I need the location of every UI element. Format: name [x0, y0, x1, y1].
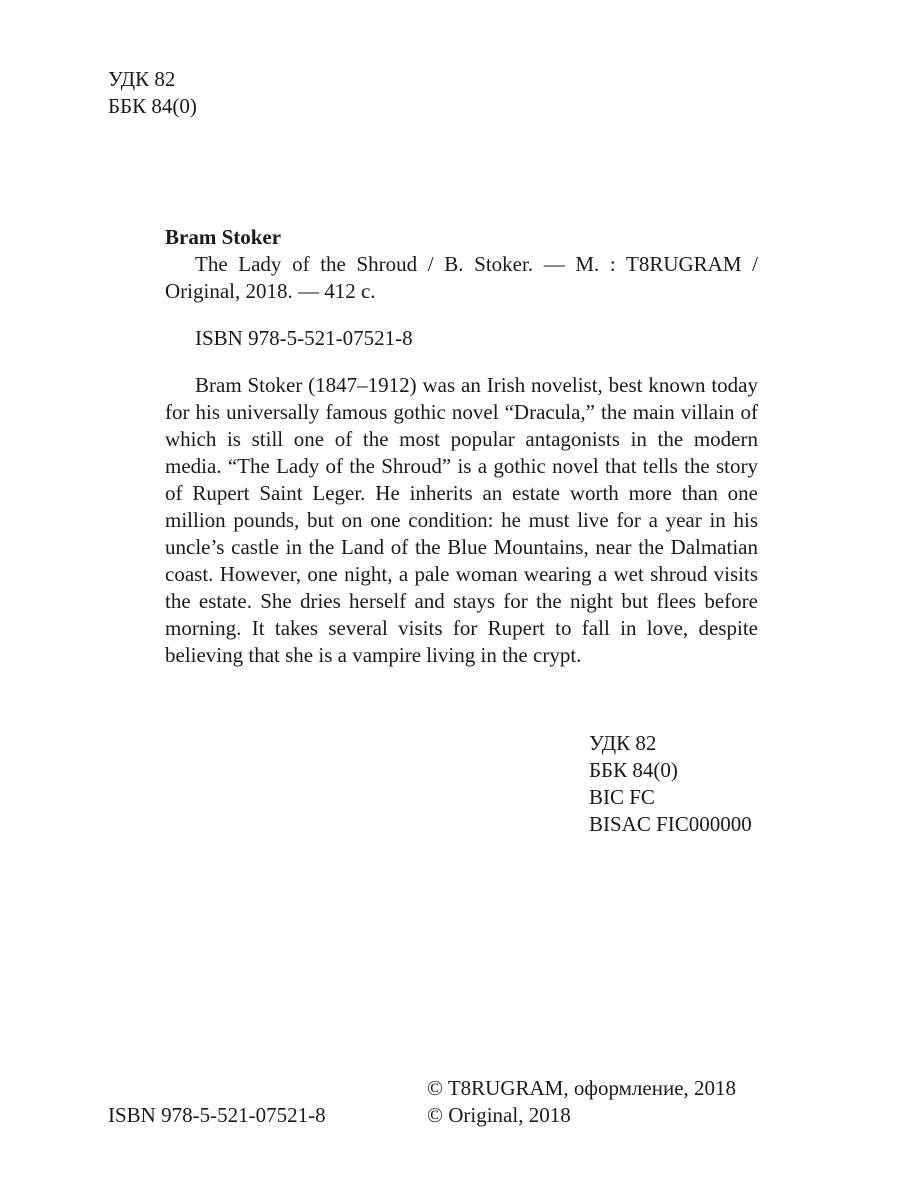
- bic-code: BIC FC: [589, 785, 655, 809]
- author-name: Bram Stoker: [165, 225, 282, 249]
- book-annotation: Bram Stoker (1847–1912) was an Irish novelist, best known today for his universally famous gothic novel “Dracula,” the main villain of which is still one of the most popular antagonists in the modern media. “The Lady of the Shroud” is a gothic novel that tells the story of Rupert Saint Leger. He inherits an estate worth more than one million pounds, but on one condition: he must live for a year in his uncle’s castle in the Land of the Blue Mountains, near the Dalmatian coast. However, one night, a pale woman wearing a wet shroud visits the estate. She dries herself and stays for the night but flees before morning. It takes several visits for Rupert to fall in love, despite believing that she is a vampire living in the crypt.: [165, 373, 758, 667]
- copyright-design: © T8RUGRAM, оформление, 2018: [427, 1076, 737, 1100]
- catalog-record: [165, 224, 758, 669]
- isbn-number: ISBN 978-5-521-07521-8: [108, 1103, 326, 1127]
- bbk-code-secondary: ББК 84(0): [589, 758, 678, 782]
- record-isbn: ISBN 978-5-521-07521-8: [195, 326, 413, 350]
- top-classification-codes: [108, 66, 197, 120]
- copyright-notices: [427, 1075, 736, 1129]
- classification-codes: [589, 730, 752, 838]
- bbk-code: ББК 84(0): [108, 94, 197, 118]
- copyright-original: © Original, 2018: [427, 1103, 571, 1127]
- bibliographic-description: The Lady of the Shroud / B. Stoker. — M. : T8RUGRAM / Original, 2018. — 412 c.: [165, 252, 758, 303]
- udk-code: УДК 82: [108, 67, 176, 91]
- bisac-code: BISAC FIC000000: [589, 812, 752, 836]
- udk-code-secondary: УДК 82: [589, 731, 657, 755]
- bottom-isbn: [108, 1102, 326, 1129]
